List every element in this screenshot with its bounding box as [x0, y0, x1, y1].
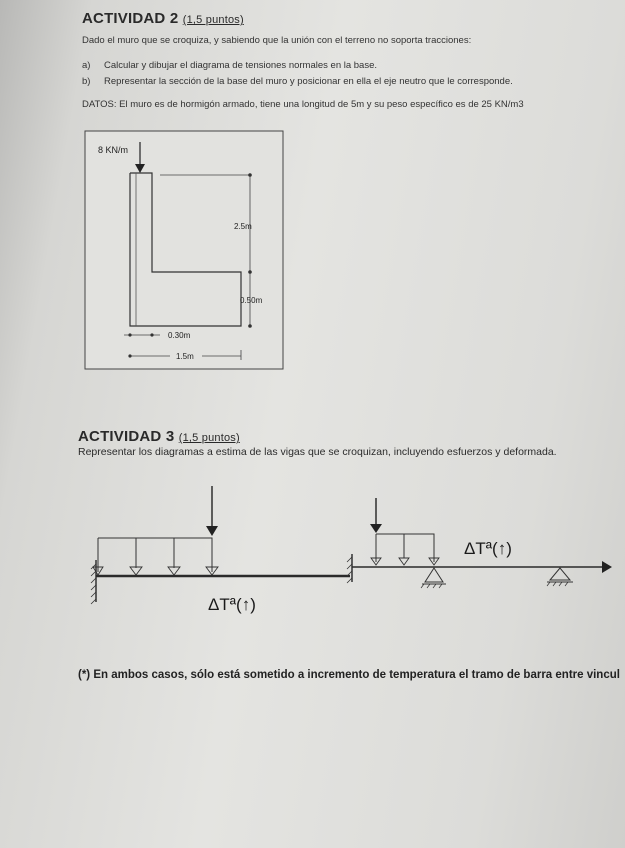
activity-2-item-a-letter: a) [82, 60, 91, 71]
dim-height-label: 2.5m [234, 222, 252, 231]
activity-2-item-b: Representar la sección de la base del muro y posicionar en ella el eje neutro que le corresponde. [104, 76, 513, 87]
activity-2-item-b-letter: b) [82, 76, 91, 87]
dim-stem-width-label: 0.30m [168, 331, 191, 340]
load-label: 8 KN/m [98, 145, 129, 155]
activity-2-heading [82, 10, 244, 27]
activity-2-item-a: Calcular y dibujar el diagrama de tensiones normales en la base. [104, 60, 378, 71]
wall-diagram [84, 130, 284, 370]
right-roller-support [550, 568, 570, 580]
activity-3-note: (*) En ambos casos, sólo está sometido a incremento de temperatura el tramo de barra entre vincul [78, 669, 620, 681]
activity-3-points: (1,5 puntos) [178, 432, 240, 444]
left-beam-group [91, 486, 350, 614]
dim-base-height-label: 0.50m [240, 296, 263, 305]
activity-3-title: ACTIVIDAD 3 [78, 428, 175, 445]
dim-base-width-label: 1.5m [176, 352, 194, 361]
activity-3-intro: Representar los diagramas a estima de las vigas que se croquizan, incluyendo esfuerzos y deformada. [78, 446, 557, 458]
right-temperature-label: ΔTª(↑) [464, 539, 512, 558]
right-beam-arrow [602, 561, 612, 573]
beams-diagram [80, 478, 625, 628]
right-beam-group [347, 498, 612, 588]
left-distributed-load [98, 538, 212, 572]
activity-2-intro: Dado el muro que se croquiza, y sabiendo que la unión con el terreno no soporta tracciones: [82, 35, 472, 46]
activity-2-datos: DATOS: El muro es de hormigón armado, tiene una longitud de 5m y su peso específico es de 25 KN/m3 [82, 99, 524, 110]
right-middle-pin-support [425, 568, 443, 582]
left-temperature-label: ΔTª(↑) [208, 595, 256, 614]
activity-2-title: ACTIVIDAD 2 [82, 10, 179, 27]
activity-3-heading [78, 428, 240, 445]
activity-2-points: (1,5 puntos) [182, 14, 244, 26]
